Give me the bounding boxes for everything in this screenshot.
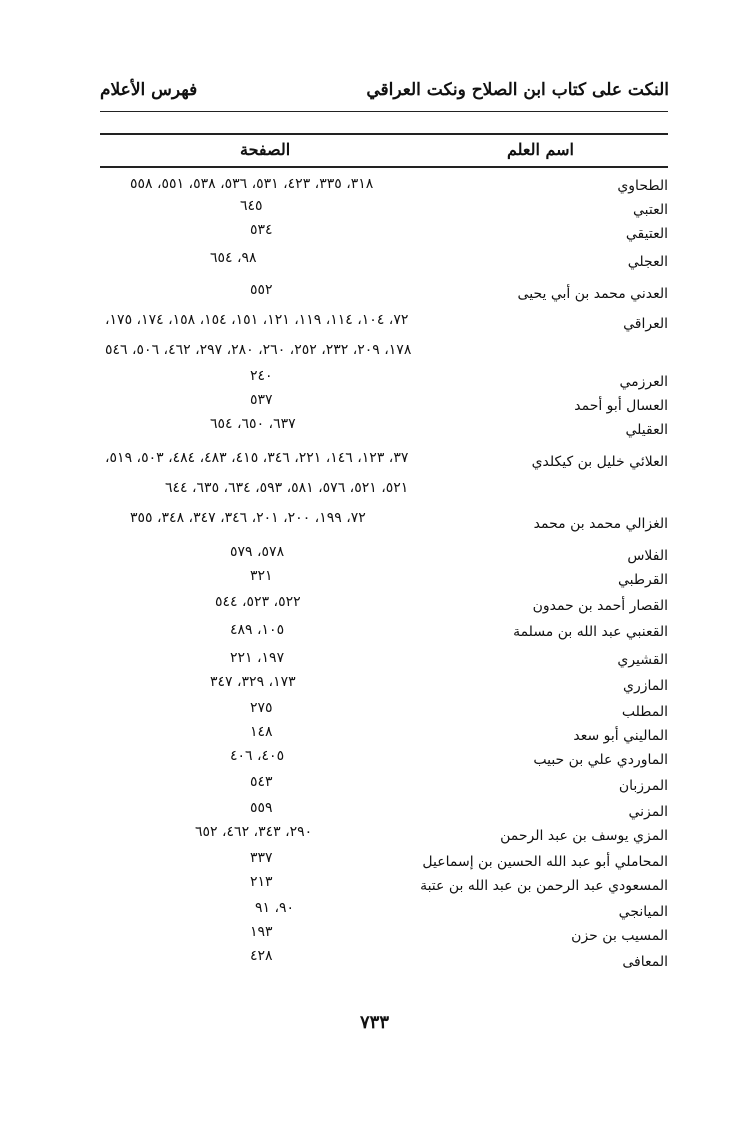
entry-pages: ٥٢٢، ٥٢٣، ٥٤٤ xyxy=(215,594,301,610)
entry-pages: ٣١٨، ٣٣٥، ٤٢٣، ٥٣١، ٥٣٦، ٥٣٨، ٥٥١، ٥٥٨ xyxy=(130,176,374,192)
entry-pages: ٢٩٠، ٣٤٣، ٤٦٢، ٦٥٢ xyxy=(195,824,313,840)
entry-pages: ٦٤٥ xyxy=(240,198,263,214)
entry-name: المزني xyxy=(628,804,668,820)
column-header-page: الصفحة xyxy=(240,140,291,159)
entry-pages: ٩٨، ٦٥٤ xyxy=(210,250,257,266)
entry-name: العراقي xyxy=(623,316,668,332)
entry-pages: ٢٤٠ xyxy=(250,368,273,384)
entry-pages: ٥٣٤ xyxy=(250,222,273,238)
column-header-name: اسم العلم xyxy=(506,140,574,159)
entry-name: العتبي xyxy=(632,202,668,218)
entry-name: الماليني أبو سعد xyxy=(573,728,668,744)
entry-name: المرزبان xyxy=(618,778,668,794)
entry-pages: ١٩٣ xyxy=(250,924,273,940)
entry-name: الميانجي xyxy=(618,904,668,920)
entry-pages: ٧٢، ١٠٤، ١١٤، ١١٩، ١٢١، ١٥١، ١٥٤، ١٥٨، ١٧٤، ١٧٥، xyxy=(105,312,409,328)
entry-name: المازري xyxy=(623,678,668,694)
entry-pages: ٦٣٧، ٦٥٠، ٦٥٤ xyxy=(210,416,296,432)
entry-name: الغزالي محمد بن محمد xyxy=(533,516,668,532)
entry-pages: ٥٤٣ xyxy=(250,774,273,790)
entry-pages: ٣٣٧ xyxy=(250,850,273,866)
entry-pages: ٣٧، ١٢٣، ١٤٦، ٢٢١، ٣٤٦، ٤١٥، ٤٨٣، ٤٨٤، ٥٠٣، ٥١٩، xyxy=(105,450,409,466)
entry-pages: ٥٥٩ xyxy=(250,800,273,816)
entry-pages: ٢٧٥ xyxy=(250,700,273,716)
entry-name: العسال أبو أحمد xyxy=(574,398,668,414)
entry-name: المسيب بن حزن xyxy=(571,928,668,944)
entry-name: العجلي xyxy=(627,254,668,270)
entry-pages: ١٧٨، ٢٠٩، ٢٣٢، ٢٥٢، ٢٦٠، ٢٨٠، ٢٩٧، ٤٦٢، ٥٠٦، ٥٤٦ xyxy=(105,342,412,358)
entry-pages: ٤٢٨ xyxy=(250,948,273,964)
entry-name: العرزمي xyxy=(619,374,668,390)
entry-name: القشيري xyxy=(617,652,668,668)
entry-pages: ٢١٣ xyxy=(250,874,273,890)
book-title: النكت على كتاب ابن الصلاح ونكت العراقي xyxy=(366,80,669,100)
entry-name: العقيلي xyxy=(625,422,668,438)
entry-name: المطلب xyxy=(621,704,668,720)
entry-pages: ٥٢١، ٥٢١، ٥٧٦، ٥٨١، ٥٩٣، ٦٣٤، ٦٣٥، ٦٤٤ xyxy=(165,480,409,496)
table-header-rule xyxy=(100,166,668,168)
entry-name: الماوردي علي بن حبيب xyxy=(533,752,668,768)
entry-name: العلائي خليل بن كيكلدي xyxy=(531,454,668,470)
entry-pages: ٥٣٧ xyxy=(250,392,273,408)
entry-pages: ١٩٧، ٢٢١ xyxy=(230,650,285,666)
entry-name: المسعودي عبد الرحمن بن عبد الله بن عتبة xyxy=(420,878,668,894)
page-number: ٧٣٣ xyxy=(359,1012,389,1033)
entry-pages: ٣٢١ xyxy=(250,568,273,584)
entry-pages: ١٠٥، ٤٨٩ xyxy=(230,622,285,638)
entry-name: المزي يوسف بن عبد الرحمن xyxy=(500,828,668,844)
entry-name: المحاملي أبو عبد الله الحسين بن إسماعيل xyxy=(422,854,668,870)
entry-pages: ٥٧٨، ٥٧٩ xyxy=(230,544,285,560)
entry-name: العدني محمد بن أبي يحيى xyxy=(517,286,668,302)
entry-pages: ٧٢، ١٩٩، ٢٠٠، ٢٠١، ٣٤٦، ٣٤٧، ٣٤٨، ٣٥٥ xyxy=(130,510,366,526)
table-top-rule xyxy=(100,133,668,135)
entry-name: القرطبي xyxy=(618,572,668,588)
entry-name: القصار أحمد بن حمدون xyxy=(532,598,668,614)
section-title: فهرس الأعلام xyxy=(100,80,198,100)
entry-pages: ٤٠٥، ٤٠٦ xyxy=(230,748,285,764)
entry-name: الفلاس xyxy=(627,548,668,564)
entry-pages: ٩٠، ٩١ xyxy=(255,900,295,916)
entry-name: الطحاوي xyxy=(617,178,668,194)
entry-pages: ١٤٨ xyxy=(250,724,273,740)
entry-name: العتيقي xyxy=(625,226,668,242)
header-rule xyxy=(100,111,668,112)
entry-pages: ١٧٣، ٣٢٩، ٣٤٧ xyxy=(210,674,296,690)
entry-pages: ٥٥٢ xyxy=(250,282,273,298)
entry-name: القعنبي عبد الله بن مسلمة xyxy=(513,624,668,640)
entry-name: المعافى xyxy=(622,954,668,970)
